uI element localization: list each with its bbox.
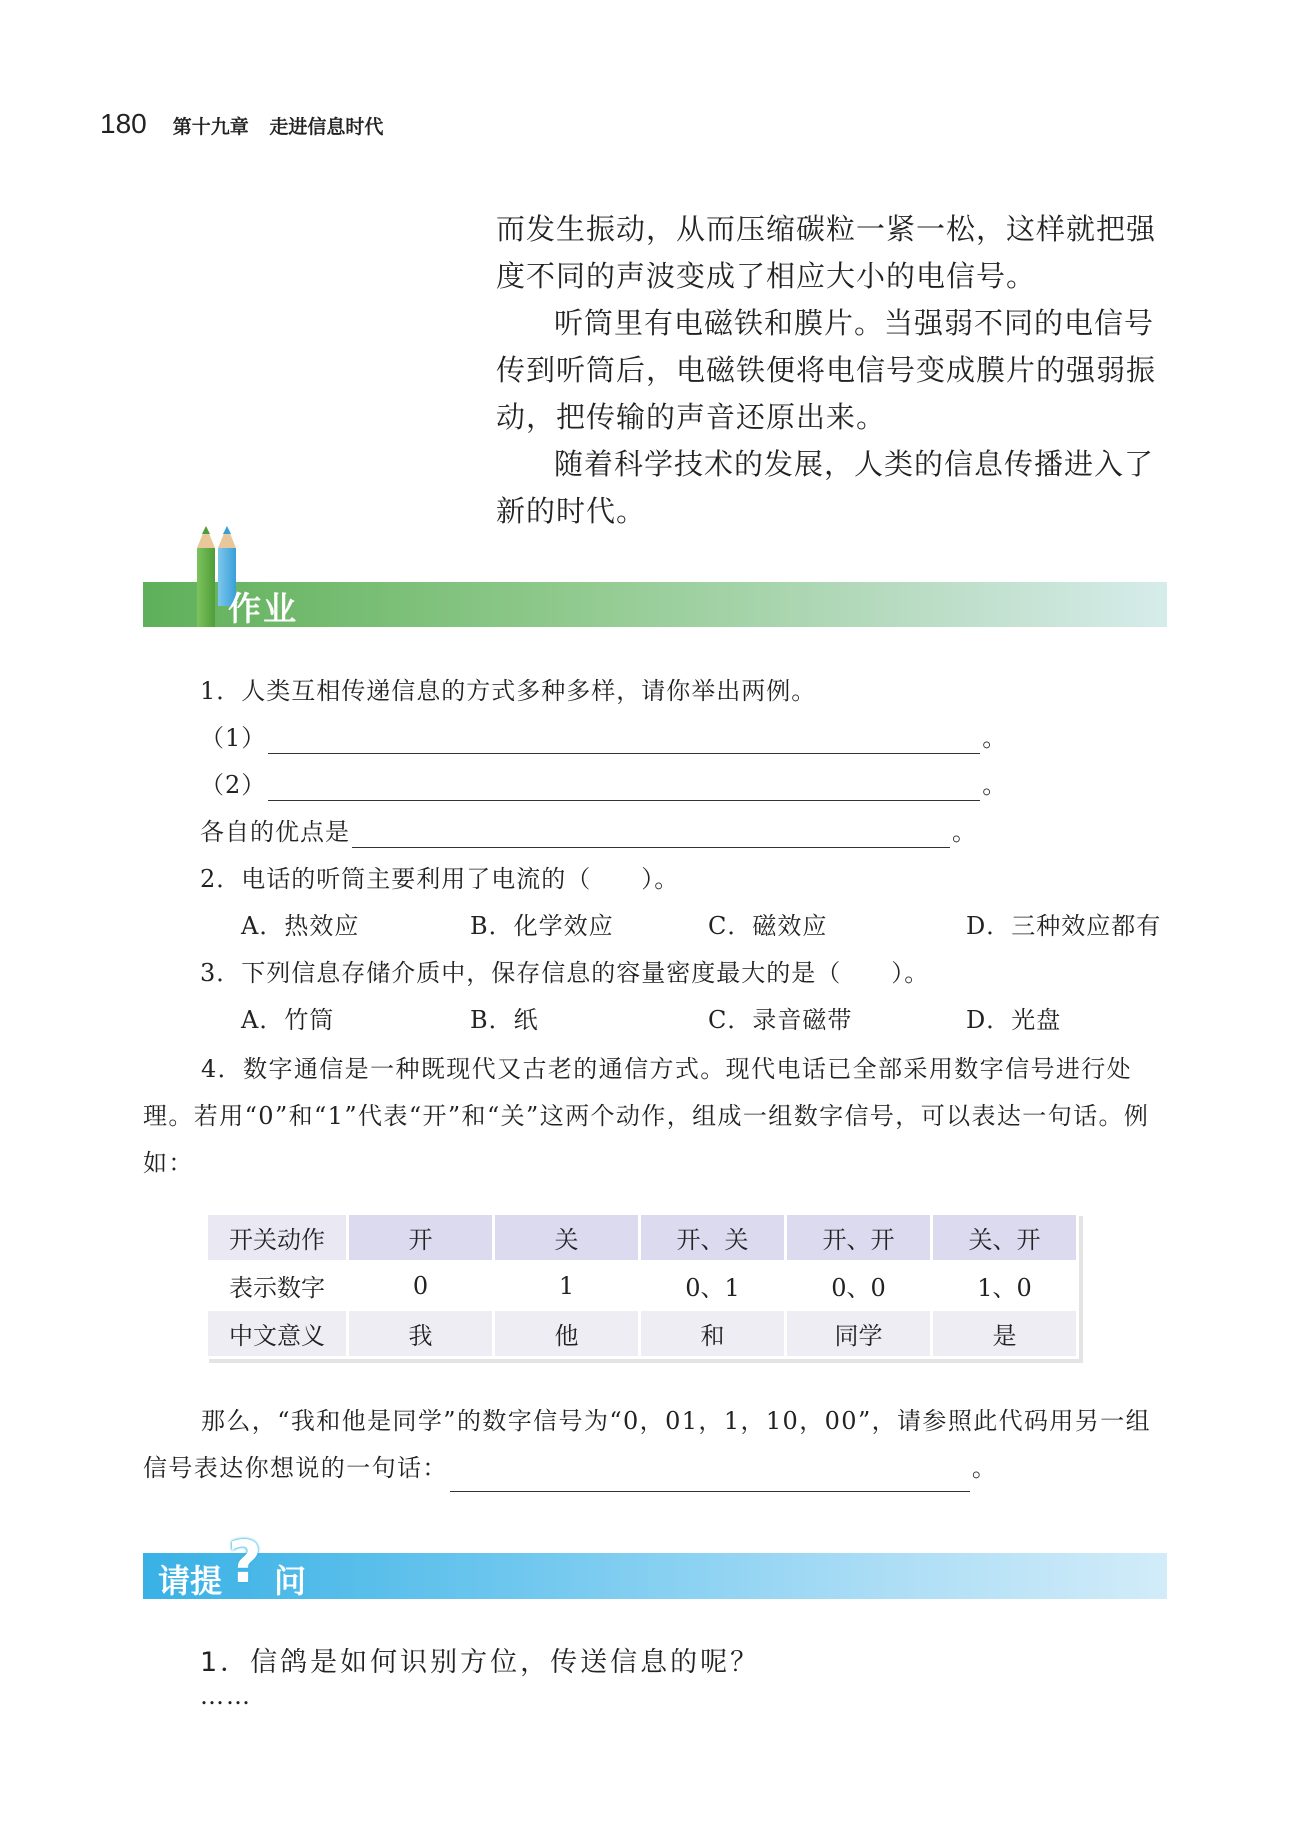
question-3: 3．下列信息存储介质中，保存信息的容量密度最大的是（ ）。 bbox=[200, 959, 930, 987]
question-2: 2．电话的听筒主要利用了电流的（ ）。 bbox=[200, 865, 680, 893]
answer-line-2: （2） 。 bbox=[200, 771, 1008, 799]
table-row bbox=[208, 1263, 1076, 1308]
q2-option-d: D．三种效应都有 bbox=[966, 912, 1162, 940]
table-cell: 表示数字 bbox=[208, 1263, 346, 1308]
advantage-label: 各自的优点是 bbox=[200, 818, 350, 846]
ask-title-right: 问 bbox=[274, 1562, 307, 1600]
page-header bbox=[100, 108, 383, 140]
question-1: 1．人类互相传递信息的方式多种多样，请你举出两例。 bbox=[200, 677, 817, 705]
question-4: 4．数字通信是一种既现代又古老的通信方式。现代电话已全部采用数字信号进行处理。若用“0”和“1”代表“开”和“关”这两个动作，组成一组数字信号，可以表达一句话。例如： bbox=[143, 1055, 1150, 1177]
q3-option-a: A．竹筒 bbox=[241, 1006, 335, 1034]
answer-blank-2[interactable] bbox=[268, 774, 980, 801]
table-row bbox=[208, 1215, 1076, 1260]
table-cell: 同学 bbox=[787, 1311, 930, 1356]
table-cell: 开、关 bbox=[641, 1215, 784, 1260]
answer-blank-1[interactable] bbox=[268, 727, 980, 754]
paragraph-3: 随着科学技术的发展，人类的信息传播进入了新的时代。 bbox=[496, 447, 1155, 528]
table-cell: 开、开 bbox=[787, 1215, 930, 1260]
blank-label-1: （1） bbox=[200, 724, 267, 752]
table-cell: 0 bbox=[349, 1263, 492, 1308]
chapter-title: 第十九章 走进信息时代 bbox=[172, 116, 384, 138]
q3-option-d: D．光盘 bbox=[966, 1006, 1062, 1034]
table-cell: 我 bbox=[349, 1311, 492, 1356]
blank-label-2: （2） bbox=[200, 771, 267, 799]
q2-option-b: B．化学效应 bbox=[470, 912, 614, 940]
table-cell: 0、1 bbox=[641, 1263, 784, 1308]
table-cell: 开 bbox=[349, 1215, 492, 1260]
q2-option-a: A．热效应 bbox=[241, 912, 360, 940]
table-cell: 0、0 bbox=[787, 1263, 930, 1308]
followup-text: 那么，“我和他是同学”的数字信号为“0，01，1，10，00”，请参照此代码用另一组信号表达你想说的一句话： bbox=[143, 1407, 1152, 1482]
paragraph-1: 而发生振动，从而压缩碳粒一紧一松，这样就把强度不同的声波变成了相应大小的电信号。 bbox=[496, 212, 1157, 293]
homework-title: 作业 bbox=[228, 589, 298, 628]
table-cell: 是 bbox=[933, 1311, 1076, 1356]
q3-option-c: C．录音磁带 bbox=[708, 1006, 853, 1034]
table-cell: 1 bbox=[495, 1263, 638, 1308]
ask-title-left: 请提 bbox=[158, 1562, 223, 1600]
advantage-line: 各自的优点是 。 bbox=[200, 818, 977, 846]
q2-option-c: C．磁效应 bbox=[708, 912, 828, 940]
followup-blank[interactable] bbox=[450, 1465, 970, 1492]
table-cell: 开关动作 bbox=[208, 1215, 346, 1260]
advantage-blank[interactable] bbox=[352, 821, 950, 848]
table-cell: 他 bbox=[495, 1311, 638, 1356]
paragraph-2: 听筒里有电磁铁和膜片。当强弱不同的电信号传到听筒后，电磁铁便将电信号变成膜片的强弱振动，把传输的声音还原出来。 bbox=[496, 306, 1157, 434]
answer-line-1: （1） 。 bbox=[200, 724, 1008, 752]
table-row bbox=[208, 1311, 1076, 1356]
table-cell: 关、开 bbox=[933, 1215, 1076, 1260]
question-4-followup: 那么，“我和他是同学”的数字信号为“0，01，1，10，00”，请参照此代码用另一组信号表达你想说的一句话： 。 bbox=[143, 1398, 1167, 1492]
page-number: 180 bbox=[100, 108, 147, 139]
signal-table bbox=[205, 1212, 1079, 1359]
table-cell: 中文意义 bbox=[208, 1311, 346, 1356]
green-pencil-icon bbox=[197, 526, 215, 627]
table-cell: 关 bbox=[495, 1215, 638, 1260]
q3-option-b: B．纸 bbox=[470, 1006, 539, 1034]
question-mark-icon: ? bbox=[228, 1528, 262, 1596]
ask-question-1: 1．信鸽是如何识别方位，传送信息的呢？ bbox=[200, 1647, 761, 1678]
table-cell: 1、0 bbox=[933, 1263, 1076, 1308]
table-cell: 和 bbox=[641, 1311, 784, 1356]
ask-ellipsis: …… bbox=[200, 1682, 252, 1710]
